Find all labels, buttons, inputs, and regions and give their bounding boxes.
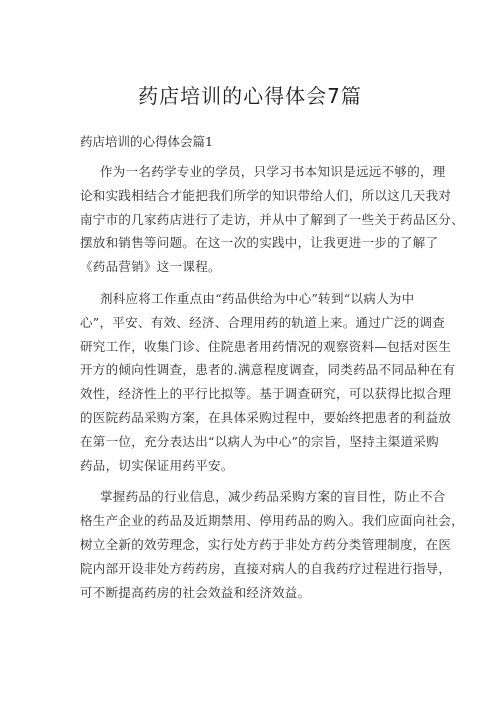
paragraph-line: 掌握药品的行业信息，减少药品采购方案的盲目性，防止不合 — [100, 489, 446, 505]
document-title: 药店培训的心得体会7篇 — [138, 84, 362, 108]
paragraph-line: 作为一名药学专业的学员，只学习书本知识是远远不够的，理 — [100, 164, 446, 179]
paragraph-line: 论和实践相结合才能把我们所学的知识带给人们，所以这几天我对 — [80, 187, 452, 203]
paragraph-3 — [80, 485, 465, 604]
paragraph-line: 效性，经济性上的平行比拟等。基于调查研究，可以获得比拟合理 — [80, 386, 452, 402]
section-heading: 药店培训的心得体会篇1 — [80, 134, 213, 149]
paragraph-1 — [80, 160, 465, 279]
paragraph-line: 格生产企业的药品及近期禁用、停用药品的购入。我们应面向社会， — [80, 513, 465, 529]
paragraph-line: 摆放和销售等问题。在这一次的实践中，让我更进一步的了解了 — [80, 235, 439, 251]
paragraph-line: 院内部开设非处方药药房，直接对病人的自我药疗过程进行指导， — [80, 560, 452, 576]
paragraph-line: 的医院药品采购方案，在具体采购过程中，要始终把患者的利益放 — [80, 409, 452, 425]
paragraph-line: 药品，切实保证用药平安。 — [80, 457, 234, 473]
paragraph-line: 《药品营销》这一课程。 — [80, 259, 221, 275]
paragraph-2 — [80, 287, 456, 477]
document-body — [80, 130, 465, 612]
paragraph-line: 心”，平安、有效、经济、合理用药的轨道上来。通过广泛的调查 — [80, 314, 446, 330]
paragraph-line: 可不断提高药房的社会效益和经济效益。 — [80, 584, 311, 600]
paragraph-line: 南宁市的几家药店进行了走访，并从中了解到了一些关于药品区分、 — [80, 211, 465, 227]
paragraph-line: 研究工作，收集门诊、住院患者用药情况的观察资料—包括对医生 — [80, 338, 452, 354]
paragraph-line: 开方的倾向性调查，患者的.满意程度调查，同类药品不同品种在有 — [80, 362, 456, 378]
paragraph-line: 树立全新的效劳理念，实行处方药于非处方药分类管理制度，在医 — [80, 536, 452, 552]
paragraph-line: 在第一位，充分表达出“以病人为中心”的宗旨，坚持主渠道采购 — [80, 433, 439, 449]
paragraph-line: 剂科应将工作重点由“药品供给为中心”转到“以病人为中 — [100, 290, 415, 306]
